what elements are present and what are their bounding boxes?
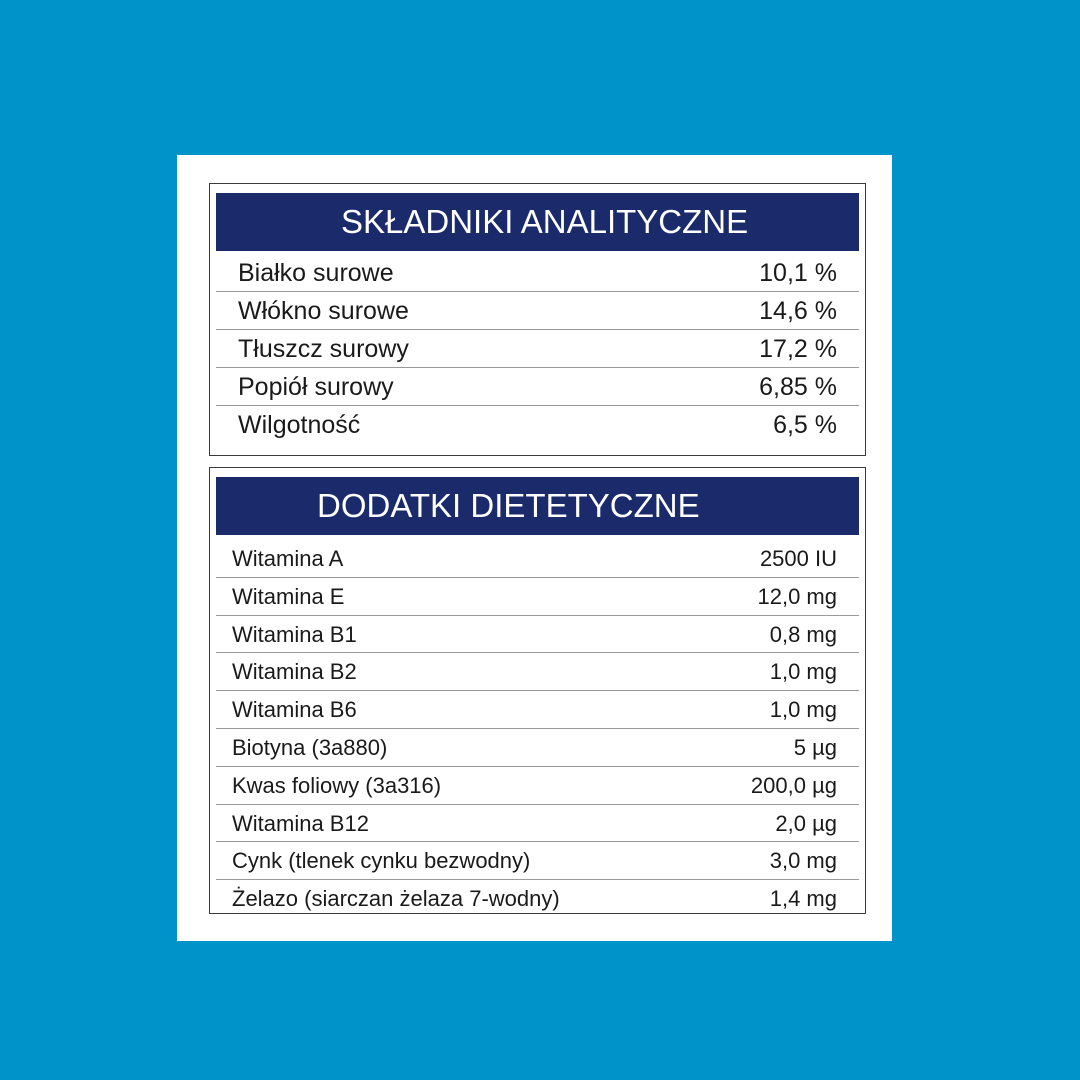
- dietary-additives-table: [216, 540, 859, 918]
- table-row: [216, 406, 859, 444]
- dietary-additives-panel: [209, 467, 866, 914]
- row-label: Witamina E: [232, 583, 345, 609]
- row-value: 1,0 mg: [769, 697, 837, 723]
- row-value: 200,0 µg: [750, 772, 837, 798]
- row-value: 6,85 %: [759, 373, 837, 401]
- nutrition-card: [177, 155, 892, 941]
- dietary-additives-header: DODATKI DIETETYCZNE: [216, 477, 859, 535]
- row-value: 2,0 µg: [775, 810, 837, 836]
- row-label: Tłuszcz surowy: [238, 335, 409, 363]
- row-label: Witamina B6: [232, 697, 357, 723]
- table-row: [216, 254, 859, 292]
- row-value: 3,0 mg: [769, 848, 837, 874]
- analytical-constituents-header: SKŁADNIKI ANALITYCZNE: [216, 193, 859, 251]
- row-value: 1,4 mg: [769, 886, 837, 912]
- row-label: Witamina B12: [232, 810, 369, 836]
- row-label: Biotyna (3a880): [232, 734, 388, 760]
- table-row: [216, 729, 859, 767]
- table-row: [216, 330, 859, 368]
- table-row: [216, 578, 859, 616]
- row-label: Kwas foliowy (3a316): [232, 772, 442, 798]
- row-value: 5 µg: [793, 734, 837, 760]
- table-row: [216, 368, 859, 406]
- row-label: Włókno surowe: [238, 297, 409, 325]
- row-value: 1,0 mg: [769, 659, 837, 685]
- table-row: [216, 691, 859, 729]
- row-label: Witamina B2: [232, 659, 357, 685]
- row-value: 2500 IU: [759, 546, 837, 571]
- analytical-constituents-table: [216, 254, 859, 444]
- row-label: Witamina A: [232, 546, 344, 571]
- row-label: Witamina B1: [232, 621, 357, 647]
- row-label: Popiół surowy: [238, 373, 394, 401]
- row-value: 10,1 %: [759, 259, 837, 287]
- table-row: [216, 842, 859, 880]
- table-row: [216, 616, 859, 654]
- table-row: [216, 292, 859, 330]
- table-row: [216, 540, 859, 578]
- row-value: 0,8 mg: [769, 621, 837, 647]
- table-row: [216, 653, 859, 691]
- row-label: Wilgotność: [238, 411, 361, 439]
- row-label: Żelazo (siarczan żelaza 7-wodny): [232, 886, 560, 912]
- row-value: 12,0 mg: [757, 583, 837, 609]
- row-label: Białko surowe: [238, 259, 394, 287]
- analytical-constituents-panel: [209, 183, 866, 456]
- table-row: [216, 805, 859, 843]
- table-row: [216, 880, 859, 918]
- row-value: 6,5 %: [773, 411, 837, 439]
- table-row: [216, 767, 859, 805]
- row-value: 14,6 %: [759, 297, 837, 325]
- row-label: Cynk (tlenek cynku bezwodny): [232, 848, 531, 874]
- row-value: 17,2 %: [759, 335, 837, 363]
